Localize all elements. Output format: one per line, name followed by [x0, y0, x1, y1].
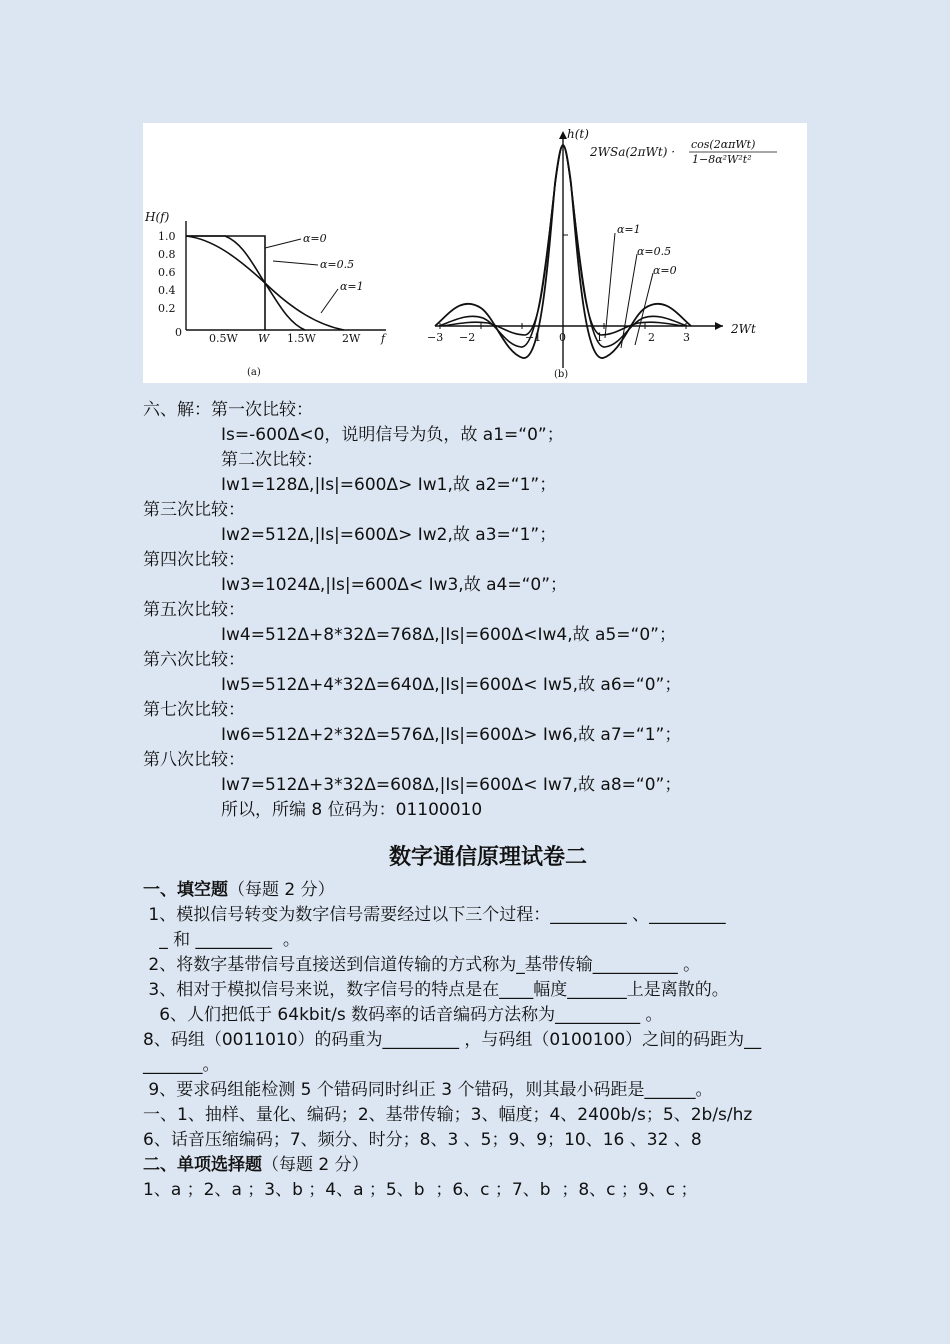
- section-note: （每题 2 分）: [228, 880, 335, 900]
- xtick: −1: [525, 331, 542, 344]
- formula-den: 1−8α²W²t²: [692, 153, 752, 166]
- panel-b-ylabel: h(t): [567, 127, 589, 141]
- formula-left: 2WSa(2πWt) ·: [590, 145, 676, 159]
- alpha-label: α=1: [617, 223, 641, 236]
- exam-title: 数字通信原理试卷二: [388, 845, 587, 870]
- xtick: 0.5W: [209, 332, 238, 345]
- section-heading: [143, 878, 823, 903]
- solution-block: [143, 398, 823, 823]
- ytick: 0.2: [158, 302, 176, 315]
- alpha-label: α=0: [653, 264, 677, 277]
- alpha-label: α=0.5: [637, 245, 672, 258]
- solution-line: Iw5=512Δ+4*32Δ=640Δ,|Is|=600Δ< Iw5,故 a6=“0”；: [221, 675, 682, 695]
- section-heading: [143, 1153, 823, 1178]
- figure-svg: [143, 123, 807, 383]
- panel-b: [427, 127, 777, 380]
- solution-line: 所以，所编 8 位码为：01100010: [221, 800, 483, 820]
- panel-b-caption: (b): [554, 369, 569, 380]
- xtick: −3: [427, 331, 444, 344]
- solution-line: Iw7=512Δ+3*32Δ=608Δ,|Is|=600Δ< Iw7,故 a8=“0”；: [221, 775, 682, 795]
- ytick: 1.0: [158, 230, 176, 243]
- solution-line: Is=-600Δ<0，说明信号为负，故 a1=“0”；: [221, 425, 564, 445]
- question-line: _______。: [143, 1055, 220, 1075]
- answer-line: 一、1、抽样、量化、编码；2、基带传输；3、幅度；4、2400b/s；5、2b/s/hz: [143, 1105, 753, 1125]
- xtick: 2W: [342, 332, 361, 345]
- solution-line: 六、解：第一次比较：: [143, 400, 313, 420]
- solution-line: 第二次比较：: [221, 450, 323, 470]
- xtick: −2: [459, 331, 476, 344]
- ytick: 0.4: [158, 284, 176, 297]
- panel-a-caption: (a): [247, 367, 261, 378]
- section-note: （每题 2 分）: [262, 1155, 369, 1175]
- xtick: 0: [559, 331, 566, 344]
- figure: [143, 123, 807, 383]
- solution-line: Iw3=1024Δ,|Is|=600Δ< Iw3,故 a4=“0”；: [221, 575, 568, 595]
- section-title: 一、填空题: [143, 880, 228, 900]
- solution-line: 第八次比较：: [143, 750, 245, 770]
- xtick: 1: [596, 331, 603, 344]
- answer-line: 1、a ；2、a ；3、b ；4、a ；5、b ；6、c ；7、b ；8、c ；9、c ；: [143, 1180, 698, 1200]
- solution-line: Iw6=512Δ+2*32Δ=576Δ,|Is|=600Δ> Iw6,故 a7=“1”；: [221, 725, 682, 745]
- ytick: 0: [175, 326, 182, 339]
- panel-a-ylabel: H(f): [145, 210, 170, 224]
- solution-line: 第五次比较：: [143, 600, 245, 620]
- question-line: 2、将数字基带信号直接送到信道传输的方式称为_基带传输__________ 。: [143, 955, 701, 975]
- ytick: 0.8: [158, 248, 176, 261]
- question-line: 1、模拟信号转变为数字信号需要经过以下三个过程：_________ 、_________: [143, 905, 726, 925]
- answer-line: 6、话音压缩编码；7、频分、时分；8、3 、5；9、9；10、16 、32 、8: [143, 1130, 702, 1150]
- question-list: [143, 903, 823, 1153]
- xtick: 2: [648, 331, 655, 344]
- xtick: 3: [683, 331, 690, 344]
- alpha-label: α=0: [303, 232, 327, 245]
- alpha-label: α=0.5: [320, 258, 355, 271]
- xtick: f: [381, 332, 386, 345]
- panel-b-xlabel: 2Wt: [731, 322, 756, 336]
- panel-a: [144, 210, 387, 378]
- question-line: _ 和 _________ 。: [143, 930, 300, 950]
- solution-line: 第三次比较：: [143, 500, 245, 520]
- solution-line: Iw2=512Δ,|Is|=600Δ> Iw2,故 a3=“1”；: [221, 525, 557, 545]
- solution-line: 第六次比较：: [143, 650, 245, 670]
- ytick: 0.6: [158, 266, 176, 279]
- section-title: 二、单项选择题: [143, 1155, 262, 1175]
- alpha-label: α=1: [340, 280, 364, 293]
- solution-line: 第四次比较：: [143, 550, 245, 570]
- question-line: 8、码组（0011010）的码重为_________ ，与码组（0100100）之间的码距为__: [143, 1030, 762, 1050]
- xtick: W: [258, 332, 270, 345]
- formula-num: cos(2απWt): [691, 138, 756, 151]
- question-line: 3、相对于模拟信号来说，数字信号的特点是在____幅度_______上是离散的。: [143, 980, 729, 1000]
- xtick: 1.5W: [287, 332, 316, 345]
- question-line: 9、要求码组能检测 5 个错码同时纠正 3 个错码，则其最小码距是______。: [143, 1080, 713, 1100]
- solution-line: Iw4=512Δ+8*32Δ=768Δ,|Is|=600Δ<Iw4,故 a5=“0”；: [221, 625, 676, 645]
- document-body: [143, 398, 823, 1203]
- solution-line: 第七次比较：: [143, 700, 245, 720]
- solution-line: Iw1=128Δ,|Is|=600Δ> Iw1,故 a2=“1”；: [221, 475, 557, 495]
- question-line: 6、人们把低于 64kbit/s 数码率的话音编码方法称为__________ 。: [143, 1005, 663, 1025]
